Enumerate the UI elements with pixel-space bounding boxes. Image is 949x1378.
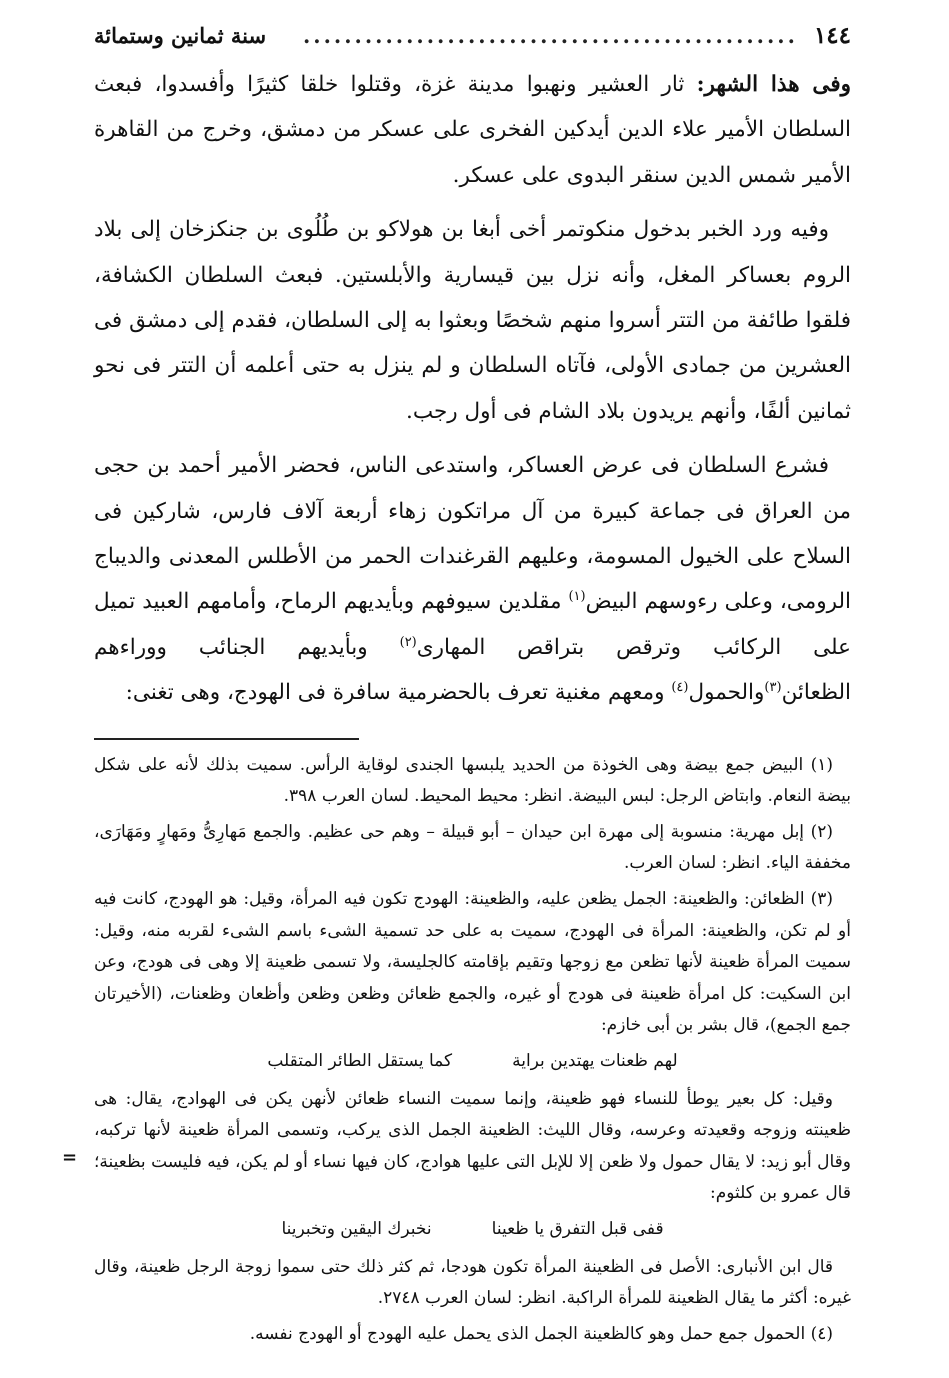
paragraph-3-part-e: ومعهم مغنية تعرف بالحضرمية سافرة فى الهودج، وهى تغنى: (125, 680, 672, 706)
paragraph-lead: وفى هذا الشهر: (696, 72, 852, 97)
footnote-ref-3: (٣) (764, 680, 782, 696)
verse-1 (94, 1046, 851, 1078)
footnote-3-continued: وقيل: كل بعير يوطأ للنساء فهو ظعينة، وإنما سميت النساء ظعائن لأنهن يكن فى الهوادج، يقال: هى ظعينته وزوجه وقعيدته وعرسه، وقال الليث: الظعينة الجمل الذى يركب، وتسمى المرأة ظعينة لأنها تركبه، وقال أبو زيد: لا يقال حمول ولا ظعن إلا للإبل التى عليها هوادج، كان فيها نساء أو لم يكن، فيه فليست بظعينة؛ قال عمرو بن كلثوم: (94, 1088, 851, 1204)
footnote-1: (١) البيض جمع بيضة وهى الخوذة من الحديد يلبسها الجندى لوقاية الرأس. سميت بذلك لأنه على شكل بيضة النعام. وابتاض الرجل: لبس البيضة. انظر: محيط المحيط. لسان العرب ٣٩٨. (94, 754, 851, 807)
footnote-2: (٢) إبل مهرية: منسوبة إلى مهرة ابن حيدان – أبو قبيلة – وهم حى عظيم. والجمع مَهارِىُّ ومَهارٍ ومَهَارَى، مخففة الياء. انظر: لسان العرب. (94, 821, 851, 874)
paragraph-1-text: ثار العشير ونهبوا مدينة غزة، وقتلوا خلقا كثيرًا وأفسدوا، فبعث السلطان الأمير علاء الدين أيدكين الفخرى على عسكر من دمشق، وخرج من القاهرة الأمير شمس الدين سنقر البدوى على عسكر. (94, 72, 851, 188)
paragraph-1 (94, 62, 851, 198)
paragraph-3-part-b: مقلدين سيوفهم وبأيديهم الرماح، وأمامهم العبيد تميل على الركائب وترقص بتراقص المهارى (94, 589, 852, 660)
footnote-3-end: قال ابن الأنبارى: الأصل فى الظعينة المرأة تكون هودجا، ثم كثر ذلك حتى سموا زوجة الرجل ظعينة، وقال غيره: أكثر ما يقال الظعينة للمرأة الراكبة. انظر: لسان العرب ٢٧٤٨. (94, 1256, 851, 1309)
paragraph-3 (94, 443, 851, 715)
verse-2-second-hemistich: نخبرك اليقين وتخبرينا (281, 1219, 432, 1239)
paragraph-3-part-c: وبأيديهم الجنائب ووراءهم الظعائن (94, 634, 851, 706)
verse-1-second-hemistich: كما يستقل الطائر المتقلب (267, 1051, 453, 1072)
footnotes (94, 750, 851, 1351)
footnote-separator (94, 738, 359, 740)
main-text (94, 62, 851, 716)
footnote-ref-4: (٤) (671, 680, 689, 696)
leader-dots: ................................................ (303, 23, 798, 48)
footnote-ref-2: (٢) (399, 634, 417, 650)
running-head (94, 22, 851, 62)
paragraph-3-part-a: فشرع السلطان فى عرض العساكر، واستدعى الناس، فحضر الأمير أحمد بن حجى من العراق فى جماعة كبيرة من آل مراتكون زهاء أربعة آلاف فارس، شاركين فى السلاح على الخيول المسومة، وعليهم القرغندات الحمر من الأطلس المعدنى والديباج الرومى، وعلى رءوسهم البيض (94, 453, 851, 615)
verse-2 (94, 1214, 851, 1246)
footnote-ref-1: (١) (568, 589, 586, 605)
verse-1-first-hemistich: لهم ظعنات يهتدين براية (512, 1051, 678, 1072)
paragraph-2: وفيه ورد الخبر بدخول منكوتمر أخى أبغا بن هولاكو بن طُلُوى بن جنكزخان إلى بلاد الروم بعساكر المغل، وأنه نزل بين قيسارية والأبلستين. فبعث السلطان الكشافة، فلقوا طائفة من التتر أسروا منهم شخصًا وبعثوا به إلى السلطان، فقدم إلى دمشق فى العشرين من جمادى الأولى، فآتاه السلطان و لم ينزل به حتى أعلمه أن التتر فى نحو ثمانين ألفًا، وأنهم يريدون بلاد الشام فى أول رجب. (94, 217, 851, 424)
verse-2-first-hemistich: قفى قبل التفرق يا ظعينا (491, 1219, 664, 1239)
footnote-3: (٣) الظعائن: والظعينة: الجمل يظعن عليه، والظعينة: الهودج تكون فيه المرأة، وقيل: هو الهودج، كانت فيه أو لم تكن، والظعينة: المرأة فى الهودج، سميت به على حد تسمية الشىء باسم الشىء لقربه منه، وقيل: سميت المرأة ظعينة لأنها تظعن مع زوجها وتقيم بإقامته كالجليسة، ولا تسمى ظعينة إلا وهى فى هودج، وعن ابن السكيت: كل امرأة ظعينة فى هودج أو غيره، والجمع ظعائن وظعن وظعن وأظعان وظعنات، (الأخيرتان جمع الجمع)، قال بشر بن أبى خازم: (94, 889, 851, 1036)
page-number: ١٤٤ (813, 22, 851, 49)
continuation-mark: = (62, 1147, 78, 1168)
footnote-4: (٤) الحمول جمع حمل وهو كالظعينة الجمل الذى يحمل عليه الهودج أو الهودج نفسه. (249, 1323, 833, 1344)
running-head-title: سنة ثمانين وستمائة (94, 23, 267, 48)
paragraph-3-part-d: والحمول (688, 680, 765, 706)
